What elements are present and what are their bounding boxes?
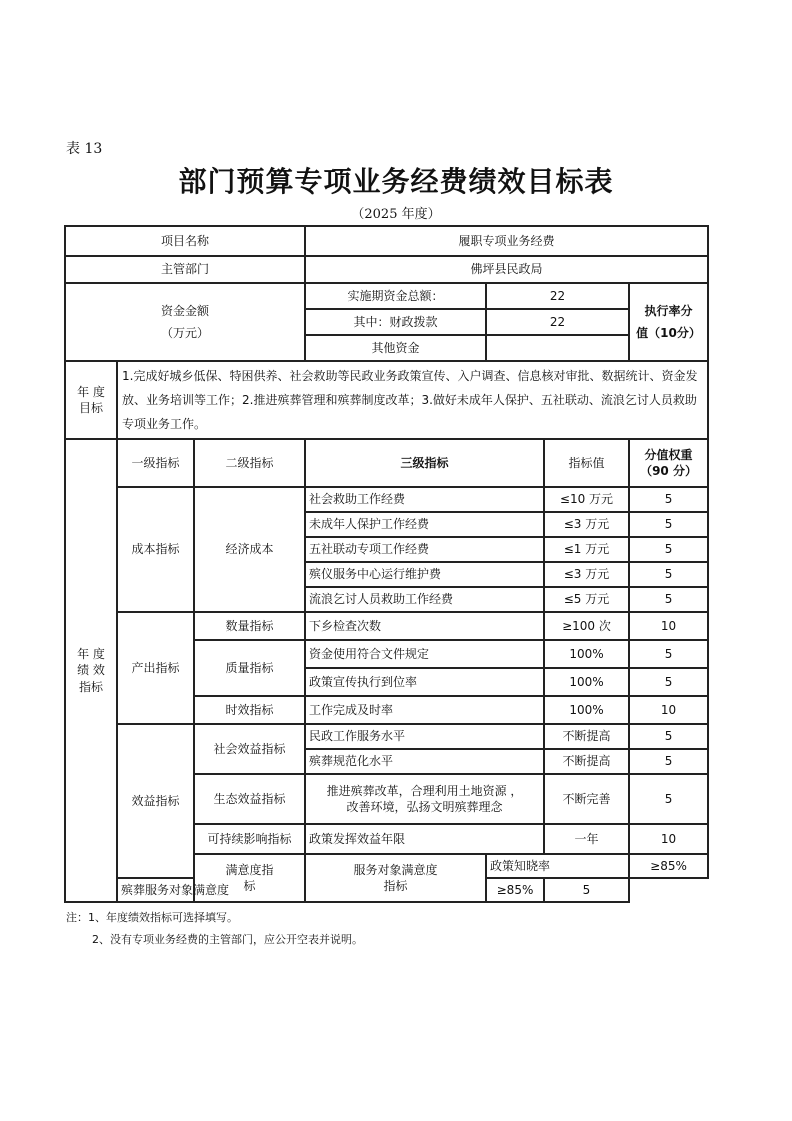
- indicator-score: 5: [629, 668, 708, 696]
- fund-amount-label-line2: （万元）: [160, 326, 209, 340]
- indicator-score: 10: [629, 612, 708, 640]
- table-row: [65, 612, 708, 640]
- year-subtitle: （2025 年度）: [351, 207, 441, 222]
- indicator-name: 下乡检查次数: [305, 612, 544, 640]
- row-project-name: [65, 226, 708, 256]
- sustain-benefit-label: 可持续影响指标: [194, 824, 305, 854]
- indicator-value: ≤1 万元: [544, 537, 629, 562]
- footnote-1: 注：1、年度绩效指标可选择填写。: [66, 911, 238, 924]
- indicator-name: 政策发挥效益年限: [305, 824, 544, 854]
- indicator-value: 不断提高: [544, 724, 629, 749]
- indicator-score: 5: [544, 878, 629, 902]
- benefit-indicator-label: 效益指标: [117, 724, 194, 878]
- indicator-name: 未成年人保护工作经费: [305, 512, 544, 537]
- indicator-name: 流浪乞讨人员救助工作经费: [305, 587, 544, 612]
- cost-indicator-label: 成本指标: [117, 487, 194, 612]
- footnote-2: 2、没有专项业务经费的主管部门，应公开空表并说明。: [92, 933, 363, 946]
- annual-goal-label-line1: 年 度: [77, 384, 105, 399]
- service-satisfaction-line2: 指标: [383, 879, 408, 893]
- annual-goal-label: [65, 361, 117, 439]
- indicator-score: 5: [629, 537, 708, 562]
- indicator-name: [305, 774, 544, 824]
- indicator-score: 5: [629, 512, 708, 537]
- row-annual-goal: [65, 361, 708, 439]
- exec-rate-line1: 执行率分: [644, 303, 693, 318]
- indicator-value: ≤3 万元: [544, 562, 629, 587]
- fund-total-label: 实施期资金总额：: [305, 283, 486, 309]
- satisfaction-label-line2: 标: [243, 879, 256, 893]
- table-number: 表 13: [66, 141, 103, 157]
- row-indicator-header: [65, 439, 708, 487]
- header-value: 指标值: [544, 439, 629, 487]
- header-level2: 二级指标: [194, 439, 305, 487]
- header-weight-line1: 分值权重: [644, 447, 693, 462]
- indicator-score: 5: [629, 774, 708, 824]
- service-satisfaction-label: [305, 854, 486, 902]
- quantity-indicator-label: 数量指标: [194, 612, 305, 640]
- indicator-value: ≤10 万元: [544, 487, 629, 512]
- row-fund-total: [65, 283, 708, 309]
- indicator-score: 5: [629, 587, 708, 612]
- indicator-value: ≤3 万元: [544, 512, 629, 537]
- annual-indicator-label-line3: 指标: [78, 679, 103, 694]
- indicator-value: 不断完善: [544, 774, 629, 824]
- indicator-value: ≥85%: [629, 854, 708, 878]
- indicator-score: 5: [629, 487, 708, 512]
- indicator-score: 5: [629, 749, 708, 774]
- service-satisfaction-line1: 服务对象满意度: [353, 862, 438, 877]
- indicator-score: 5: [629, 724, 708, 749]
- eco-indicator-line1: 推进殡葬改革，合理利用土地资源 ，: [326, 783, 523, 798]
- header-weight-line2: （90 分）: [640, 464, 697, 478]
- footnotes: [66, 907, 363, 951]
- indicator-name: 社会救助工作经费: [305, 487, 544, 512]
- table-row: [65, 487, 708, 512]
- header-weight: [629, 439, 708, 487]
- indicator-name: 工作完成及时率: [305, 696, 544, 724]
- output-indicator-label: 产出指标: [117, 612, 194, 724]
- eco-benefit-label: 生态效益指标: [194, 774, 305, 824]
- indicator-name: 殡葬服务对象满意度: [117, 878, 305, 902]
- social-benefit-label: 社会效益指标: [194, 724, 305, 774]
- fund-fiscal-value: 22: [486, 309, 629, 335]
- indicator-value: ≥85%: [486, 878, 544, 902]
- indicator-score: 5: [629, 562, 708, 587]
- annual-indicator-label-line2: 绩 效: [77, 663, 105, 678]
- header-level1: 一级指标: [117, 439, 194, 487]
- indicator-value: ≥100 次: [544, 612, 629, 640]
- annual-indicator-label: [65, 439, 117, 902]
- exec-rate-line2: 值（10分）: [636, 326, 701, 340]
- header-level3: 三级指标: [305, 439, 544, 487]
- indicator-value: 一年: [544, 824, 629, 854]
- project-name-label: 项目名称: [65, 226, 305, 256]
- indicator-name: 五社联动专项工作经费: [305, 537, 544, 562]
- eco-indicator-line2: 改善环境，弘扬文明殡葬理念: [346, 800, 503, 814]
- timeliness-indicator-label: 时效指标: [194, 696, 305, 724]
- indicator-name: 殡仪服务中心运行维护费: [305, 562, 544, 587]
- exec-rate-cell: [629, 283, 708, 361]
- indicator-score: 5: [629, 640, 708, 668]
- indicator-value: 100%: [544, 640, 629, 668]
- annual-goal-text: 1.完成好城乡低保、特困供养、社会救助等民政业务政策宣传、入户调查、信息核对审批、数据统计、资金发放、业务培训等工作；2.推进殡葬管理和殡葬制度改革；3.做好未成年人保护、五社联动、流浪乞讨人员救助专项业务工作。: [117, 361, 708, 439]
- fund-other-value: [486, 335, 629, 361]
- table-row: [65, 724, 708, 749]
- fund-other-label: 其他资金: [305, 335, 486, 361]
- indicator-value: 100%: [544, 696, 629, 724]
- quality-indicator-label: 质量指标: [194, 640, 305, 696]
- satisfaction-label-line1: 满意度指: [225, 862, 274, 877]
- row-department: [65, 256, 708, 283]
- fund-total-value: 22: [486, 283, 629, 309]
- fund-amount-label-line1: 资金金额: [160, 303, 209, 318]
- indicator-name: 民政工作服务水平: [305, 724, 544, 749]
- department-value: 佛坪县民政局: [305, 256, 708, 283]
- economic-cost-label: 经济成本: [194, 487, 305, 612]
- indicator-value: 100%: [544, 668, 629, 696]
- fund-fiscal-label: 其中：财政拨款: [305, 309, 486, 335]
- page-title: 部门预算专项业务经费绩效目标表: [178, 165, 614, 198]
- project-name-value: 履职专项业务经费: [305, 226, 708, 256]
- indicator-value: ≤5 万元: [544, 587, 629, 612]
- indicator-score: 10: [629, 824, 708, 854]
- indicator-score: 10: [629, 696, 708, 724]
- indicator-value: 不断提高: [544, 749, 629, 774]
- fund-amount-label: [65, 283, 305, 361]
- department-label: 主管部门: [65, 256, 305, 283]
- annual-indicator-label-line1: 年 度: [77, 647, 105, 662]
- indicator-name: 政策宣传执行到位率: [305, 668, 544, 696]
- performance-table: [64, 225, 709, 903]
- indicator-name: 政策知晓率: [486, 854, 629, 878]
- indicator-name: 殡葬规范化水平: [305, 749, 544, 774]
- annual-goal-label-line2: 目标: [78, 401, 103, 415]
- indicator-name: 资金使用符合文件规定: [305, 640, 544, 668]
